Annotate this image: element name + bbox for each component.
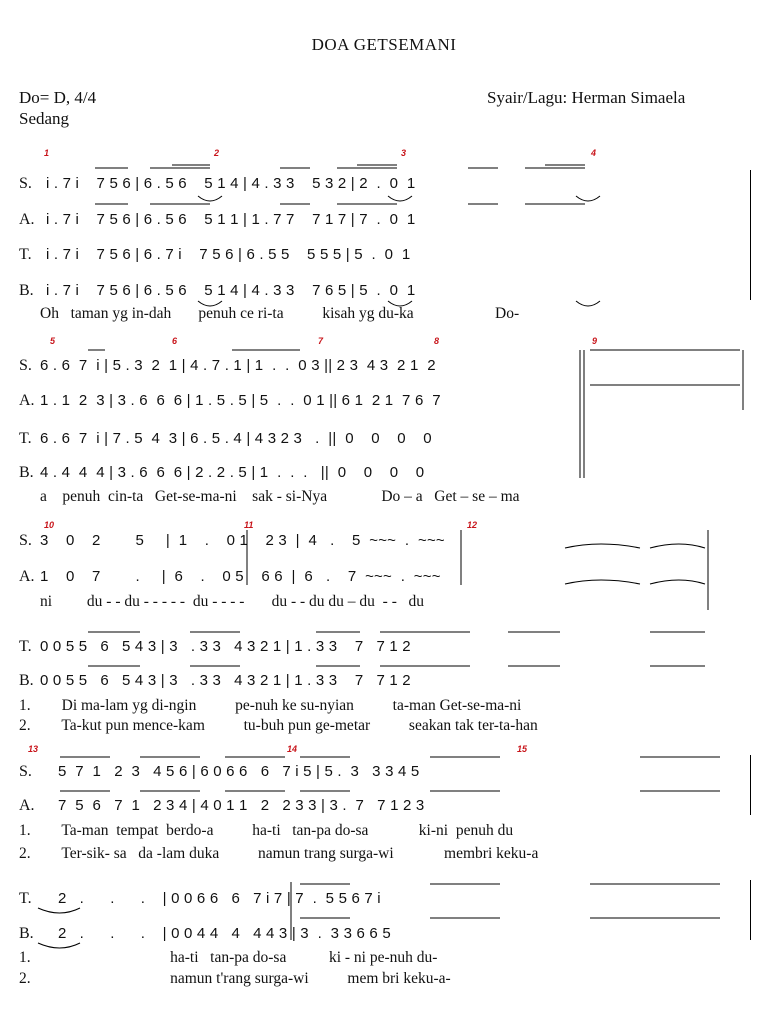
voice-label: B.	[19, 282, 34, 299]
bar-number: 13	[28, 744, 39, 754]
voice-label: S.	[19, 532, 32, 549]
lyric-line: 2. Ta-kut pun mence-kam tu-buh pun ge-metar seakan tak ter-ta-han	[19, 717, 538, 734]
key-signature: Do= D, 4/4	[19, 88, 97, 107]
lyric-line: a penuh cin-ta Get-se-ma-ni sak - si-Nya Do – a Get – se – ma	[40, 488, 520, 505]
voice-label: A.	[19, 797, 35, 814]
bar-number: 6	[172, 336, 178, 346]
lyric-line: ni du - - du - - - - - du - - - - du - - du du – du - - du	[40, 593, 424, 610]
bar-number: 7	[318, 336, 324, 346]
voice-notes: 0 0 5 5 6 5 4 3 | 3 . 3 3 4 3 2 1 | 1 . 3 3 7 7 1 2	[40, 672, 411, 689]
song-title: DOA GETSEMANI	[311, 35, 457, 54]
voice-label: B.	[19, 464, 34, 481]
voice-notes: 4 . 4 4 4 | 3 . 6 6 6 | 2 . 2 . 5 | 1 . . . || 0 0 0 0	[40, 464, 425, 481]
bar-number: 2	[214, 148, 220, 158]
voice-label: A.	[19, 568, 35, 585]
voice-notes: i . 7 i 7 5 6 | 6 . 7 i 7 5 6 | 6 . 5 5 5 5 5 | 5 . 0 1	[46, 246, 411, 263]
voice-label: S.	[19, 175, 32, 192]
voice-label: S.	[19, 357, 32, 374]
voice-label: T.	[19, 246, 32, 263]
composer-credit: Syair/Lagu: Herman Simaela	[487, 88, 686, 107]
voice-label: A.	[19, 392, 35, 409]
voice-notes: i . 7 i 7 5 6 | 6 . 5 6 5 1 4 | 4 . 3 3 7 6 5 | 5 . 0 1	[46, 282, 416, 299]
lyric-line: 2. Ter-sik- sa da -lam duka namun trang surga-wi membri keku-a	[19, 845, 539, 862]
bar-number: 11	[244, 520, 254, 530]
voice-label: T.	[19, 638, 32, 655]
lyric-line: 1. ha-ti tan-pa do-sa ki - ni pe-nuh du-	[19, 949, 438, 966]
voice-label: S.	[19, 763, 32, 780]
voice-label: T.	[19, 430, 32, 447]
voice-notes: 7 5 6 7 1 2 3 4 | 4 0 1 1 2 2 3 3 | 3 . 7 7 1 2 3	[58, 797, 425, 814]
voice-label: T.	[19, 890, 32, 907]
bar-number: 8	[434, 336, 440, 346]
voice-label: A.	[19, 211, 35, 228]
voice-label: B.	[19, 672, 34, 689]
voice-notes: 5 7 1 2 3 4 5 6 | 6 0 6 6 6 7 i 5 | 5 . 3 3 3 4 5	[58, 763, 420, 780]
voice-notes: 2 . . . | 0 0 4 4 4 4 4 3 | 3 . 3 3 6 6 5	[58, 925, 391, 942]
lyric-line: Oh taman yg in-dah penuh ce ri-ta kisah yg du-ka Do-	[40, 305, 520, 322]
bar-number: 9	[592, 336, 598, 346]
bar-number: 1	[44, 148, 50, 158]
lyric-line: 1. Ta-man tempat berdo-a ha-ti tan-pa do-sa ki-ni penuh du	[19, 822, 514, 839]
voice-notes: 1 0 7 . | 6 . 0 5 6 6 | 6 . 7 ~~~ . ~~~	[40, 568, 441, 585]
bar-number: 15	[517, 744, 528, 754]
lyric-line: 1. Di ma-lam yg di-ngin pe-nuh ke su-nyian ta-man Get-se-ma-ni	[19, 697, 522, 714]
voice-notes: i . 7 i 7 5 6 | 6 . 5 6 5 1 4 | 4 . 3 3 5 3 2 | 2 . 0 1	[46, 175, 416, 192]
bar-number: 3	[401, 148, 407, 158]
tempo-marking: Sedang	[19, 109, 70, 128]
voice-notes: 2 . . . | 0 0 6 6 6 7 i 7 | 7 . 5 5 6 7 i	[58, 890, 381, 907]
bar-number: 5	[50, 336, 56, 346]
voice-label: B.	[19, 925, 34, 942]
voice-notes: 0 0 5 5 6 5 4 3 | 3 . 3 3 4 3 2 1 | 1 . 3 3 7 7 1 2	[40, 638, 411, 655]
bar-number: 10	[44, 520, 55, 530]
lyric-line: 2. namun t'rang surga-wi mem bri keku-a-	[19, 970, 451, 987]
voice-notes: 6 . 6 7 i | 7 . 5 4 3 | 6 . 5 . 4 | 4 3 2 3 . || 0 0 0 0	[40, 430, 432, 447]
voice-notes: 1 . 1 2 3 | 3 . 6 6 6 | 1 . 5 . 5 | 5 . . 0 1 || 6 1 2 1 7 6 7	[40, 392, 441, 409]
bar-number: 12	[467, 520, 478, 530]
voice-notes: 3 0 2 5 | 1 . 0 1 2 3 | 4 . 5 ~~~ . ~~~	[40, 532, 445, 549]
voice-notes: 6 . 6 7 i | 5 . 3 2 1 | 4 . 7 . 1 | 1 . . 0 3 || 2 3 4 3 2 1 2	[40, 357, 436, 374]
bar-number: 4	[591, 148, 597, 158]
bar-number: 14	[287, 744, 298, 754]
voice-notes: i . 7 i 7 5 6 | 6 . 5 6 5 1 1 | 1 . 7 7 7 1 7 | 7 . 0 1	[46, 211, 416, 228]
